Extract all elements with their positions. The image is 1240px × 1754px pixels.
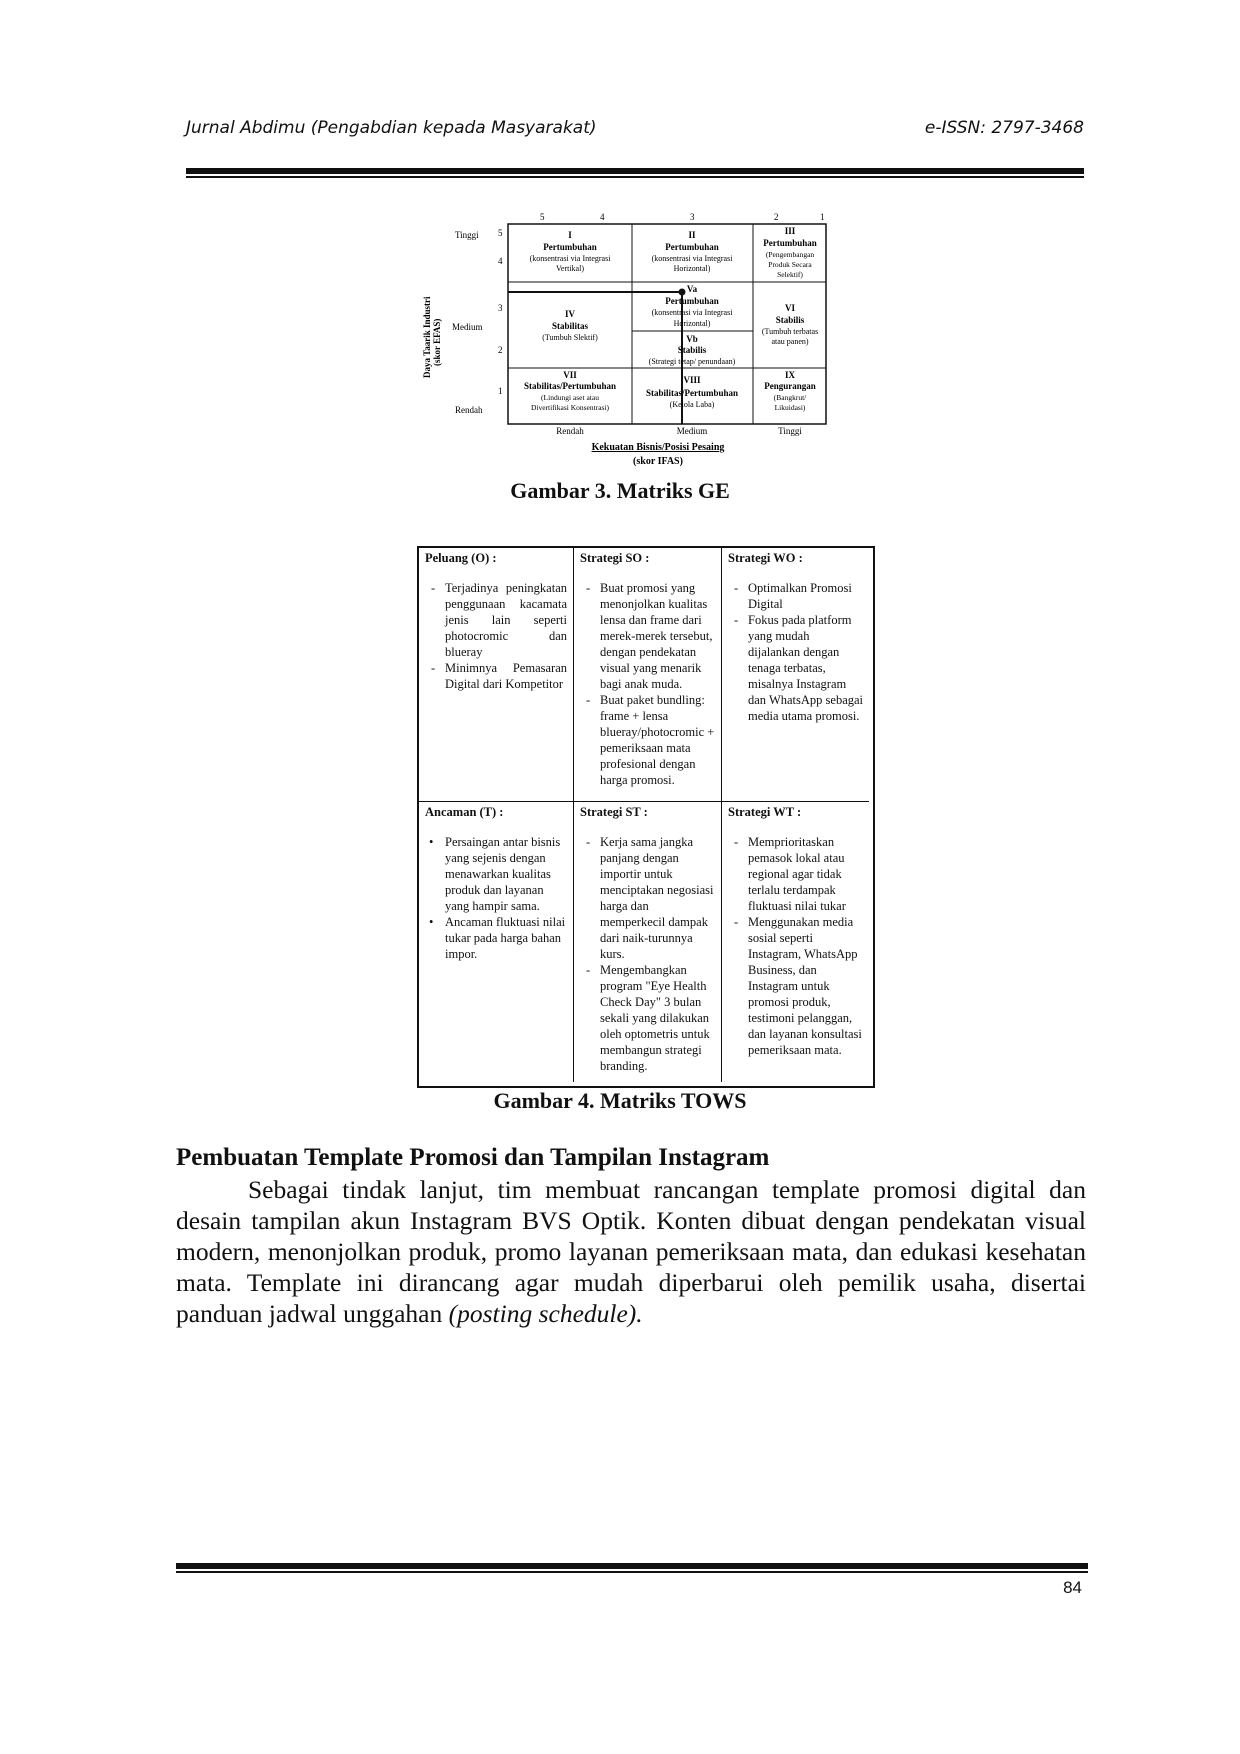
svg-text:Produk Secara: Produk Secara <box>768 260 812 269</box>
ge-cell-VIII <box>646 375 738 409</box>
x-level-high: Tinggi <box>778 426 802 436</box>
tows-cell-opportunities <box>419 548 574 802</box>
ge-cell-Vb <box>649 334 736 366</box>
cell-header: Strategi WO : <box>728 551 803 565</box>
svg-text:VII: VII <box>563 370 577 380</box>
svg-text:Stabilis: Stabilis <box>775 315 805 325</box>
svg-text:(konsentrasi via Integrasi: (konsentrasi via Integrasi <box>651 254 733 263</box>
tows-cell-wt <box>722 802 869 1082</box>
cell-header: Strategi WT : <box>728 805 802 819</box>
paragraph-text: Sebagai tindak lanjut, tim membuat rancangan template promosi digital dan desain tampilan akun Instagram BVS Optik. Konten dibuat dengan pendekatan visual modern, menonjolkan produk, promo layanan pemeriksaan mata, dan edukasi kesehatan mata. Template ini dirancang agar mudah diperbarui oleh pemilik usaha, disertai panduan jadwal unggahan <box>176 1175 1086 1328</box>
ge-cell-IV <box>542 309 598 342</box>
svg-text:Stabilitas/Pertumbuhan: Stabilitas/Pertumbuhan <box>645 388 739 398</box>
y-axis-title <box>422 296 442 378</box>
svg-text:(Tumbuh terbatas: (Tumbuh terbatas <box>761 327 819 336</box>
x-axis-title-line2: (skor IFAS) <box>633 456 683 467</box>
paragraph-italic: (posting schedule). <box>448 1299 643 1328</box>
figure-caption-tows: Gambar 4. Matriks TOWS <box>493 1088 747 1113</box>
ge-cell-IX <box>764 370 816 412</box>
list-item: - Kerja sama jangka panjang dengan importir untuk menciptakan negosiasi harga dan memperkecil dampak dari naik-turunnya kurs. <box>600 834 715 962</box>
header-rule <box>186 168 1084 174</box>
list-item: - Buat promosi yang menonjolkan kualitas lensa dan frame dari merek-merek tersebut, dengan pendekatan visual yang menarik bagi anak muda. <box>600 580 715 692</box>
y-tick: 3 <box>498 303 503 313</box>
list-item: - Mengembangkan program "Eye Health Check Day" 3 bulan sekali yang dilakukan oleh optometris untuk membangun strategi branding. <box>600 962 715 1074</box>
list-item: • Ancaman fluktuasi nilai tukar pada harga bahan impor. <box>445 914 567 962</box>
footer-rule <box>176 1563 1088 1569</box>
svg-text:I: I <box>568 230 572 240</box>
list-item: - Minimnya Pemasaran Digital dari Kompetitor <box>445 660 567 692</box>
y-tick: 1 <box>498 386 503 396</box>
tows-cell-st <box>574 802 722 1082</box>
svg-text:Horizontal): Horizontal) <box>673 264 711 273</box>
list-item: - Buat paket bundling: frame + lensa blueray/photocromic + pemeriksaan mata profesional dengan harga promosi. <box>600 692 715 788</box>
top-tick: 3 <box>690 212 695 222</box>
svg-text:Va: Va <box>686 284 698 294</box>
x-level-medium: Medium <box>676 426 708 436</box>
svg-text:Vb: Vb <box>686 334 698 344</box>
svg-text:(Pengembangan: (Pengembangan <box>765 250 815 259</box>
issn: e-ISSN: 2797-3468 <box>924 118 1084 138</box>
footer-rule-thin <box>176 1571 1088 1573</box>
y-tick: 4 <box>498 256 503 266</box>
journal-title: Jurnal Abdimu (Pengabdian kepada Masyarakat) <box>186 118 597 138</box>
svg-text:II: II <box>688 230 696 240</box>
ge-cell-III <box>763 226 817 279</box>
svg-text:VI: VI <box>784 303 796 313</box>
svg-text:Horizontal): Horizontal) <box>673 319 711 328</box>
top-tick: 5 <box>540 212 545 222</box>
svg-text:Pertumbuhan: Pertumbuhan <box>543 242 597 252</box>
list-item: - Menggunakan media sosial seperti Instagram, WhatsApp Business, dan Instagram untuk promosi produk, testimoni pelanggan, dan layanan konsultasi pemeriksaan mata. <box>748 914 863 1058</box>
tows-cell-wo <box>722 548 869 802</box>
body-paragraph <box>176 1174 1086 1329</box>
top-tick: 1 <box>820 212 825 222</box>
position-marker <box>679 289 686 296</box>
y-level-medium: Medium <box>452 322 483 332</box>
svg-text:Divertifikasi Konsentrasi): Divertifikasi Konsentrasi) <box>530 403 610 412</box>
svg-text:Vertikal): Vertikal) <box>556 264 584 273</box>
tows-cell-threats <box>419 802 574 1082</box>
y-axis-title-line2: (skor EFAS) <box>432 318 442 366</box>
svg-text:III: III <box>784 226 796 236</box>
cell-header: Ancaman (T) : <box>425 805 504 819</box>
ge-cell-I <box>530 230 612 273</box>
svg-text:VIII: VIII <box>683 375 701 385</box>
svg-text:(Bangkrut/: (Bangkrut/ <box>773 393 807 402</box>
list-item: - Optimalkan Promosi Digital <box>748 580 863 612</box>
cell-header: Strategi ST : <box>580 805 648 819</box>
tows-cell-so <box>574 548 722 802</box>
y-tick: 5 <box>498 228 503 238</box>
svg-text:Pertumbuhan: Pertumbuhan <box>665 296 719 306</box>
svg-text:Pertumbuhan: Pertumbuhan <box>763 238 817 248</box>
svg-text:(konsentrasi via Integrasi: (konsentrasi via Integrasi <box>529 254 611 263</box>
list-item: • Persaingan antar bisnis yang sejenis dengan menawarkan kualitas produk dan layanan yang hampir sama. <box>445 834 567 914</box>
x-axis-title-line1: Kekuatan Bisnis/Posisi Pesaing <box>591 442 725 453</box>
svg-text:IX: IX <box>784 370 796 380</box>
ge-cell-Va <box>652 284 734 328</box>
y-level-high: Tinggi <box>455 230 479 240</box>
svg-text:Stabilitas/Pertumbuhan: Stabilitas/Pertumbuhan <box>523 381 617 391</box>
ge-cell-VII <box>524 370 616 412</box>
cell-header: Strategi SO : <box>580 551 650 565</box>
list-item: - Terjadinya peningkatan penggunaan kacamata jenis lain seperti photocromic dan blueray <box>445 580 567 660</box>
cell-header: Peluang (O) : <box>425 551 497 565</box>
ge-cell-VI <box>762 303 818 346</box>
svg-text:(Lindungi aset atau: (Lindungi aset atau <box>541 393 599 402</box>
svg-text:Stabilis: Stabilis <box>677 345 707 355</box>
page-number: 84 <box>1063 1578 1082 1597</box>
svg-text:Pertumbuhan: Pertumbuhan <box>665 242 719 252</box>
svg-text:Stabilitas: Stabilitas <box>551 321 589 331</box>
svg-text:IV: IV <box>564 309 576 319</box>
svg-text:(konsentrasi via Integrasi: (konsentrasi via Integrasi <box>651 308 733 317</box>
header-rule-thin <box>186 176 1084 178</box>
list-item: - Fokus pada platform yang mudah dijalankan dengan tenaga terbatas, misalnya Instagram dan WhatsApp sebagai media utama promosi. <box>748 612 863 724</box>
svg-text:Pengurangan: Pengurangan <box>764 381 816 391</box>
figure-caption-ge: Gambar 3. Matriks GE <box>510 478 730 503</box>
y-axis-title-line1: Daya Taarik Industri <box>422 296 432 378</box>
svg-text:Selektif): Selektif) <box>777 270 803 279</box>
svg-text:Likuidasi): Likuidasi) <box>774 403 806 412</box>
tows-matrix <box>417 546 875 1088</box>
y-level-low: Rendah <box>455 405 483 415</box>
section-heading: Pembuatan Template Promosi dan Tampilan Instagram <box>176 1144 770 1171</box>
y-tick: 2 <box>498 345 503 355</box>
ge-matrix-figure <box>410 208 840 470</box>
ge-matrix <box>410 208 840 470</box>
running-header <box>186 118 1084 146</box>
svg-text:atau panen): atau panen) <box>771 337 809 346</box>
svg-text:(Strategi tetap/ penundaan): (Strategi tetap/ penundaan) <box>648 357 736 366</box>
top-tick: 4 <box>600 212 605 222</box>
ge-cell-II <box>652 230 734 273</box>
svg-text:(Tumbuh Slektif): (Tumbuh Slektif) <box>542 333 598 342</box>
x-level-low: Rendah <box>556 426 584 436</box>
svg-text:(Kelola Laba): (Kelola Laba) <box>669 400 715 409</box>
top-tick: 2 <box>774 212 779 222</box>
list-item: - Memprioritaskan pemasok lokal atau regional agar tidak terlalu terdampak fluktuasi nilai tukar <box>748 834 863 914</box>
